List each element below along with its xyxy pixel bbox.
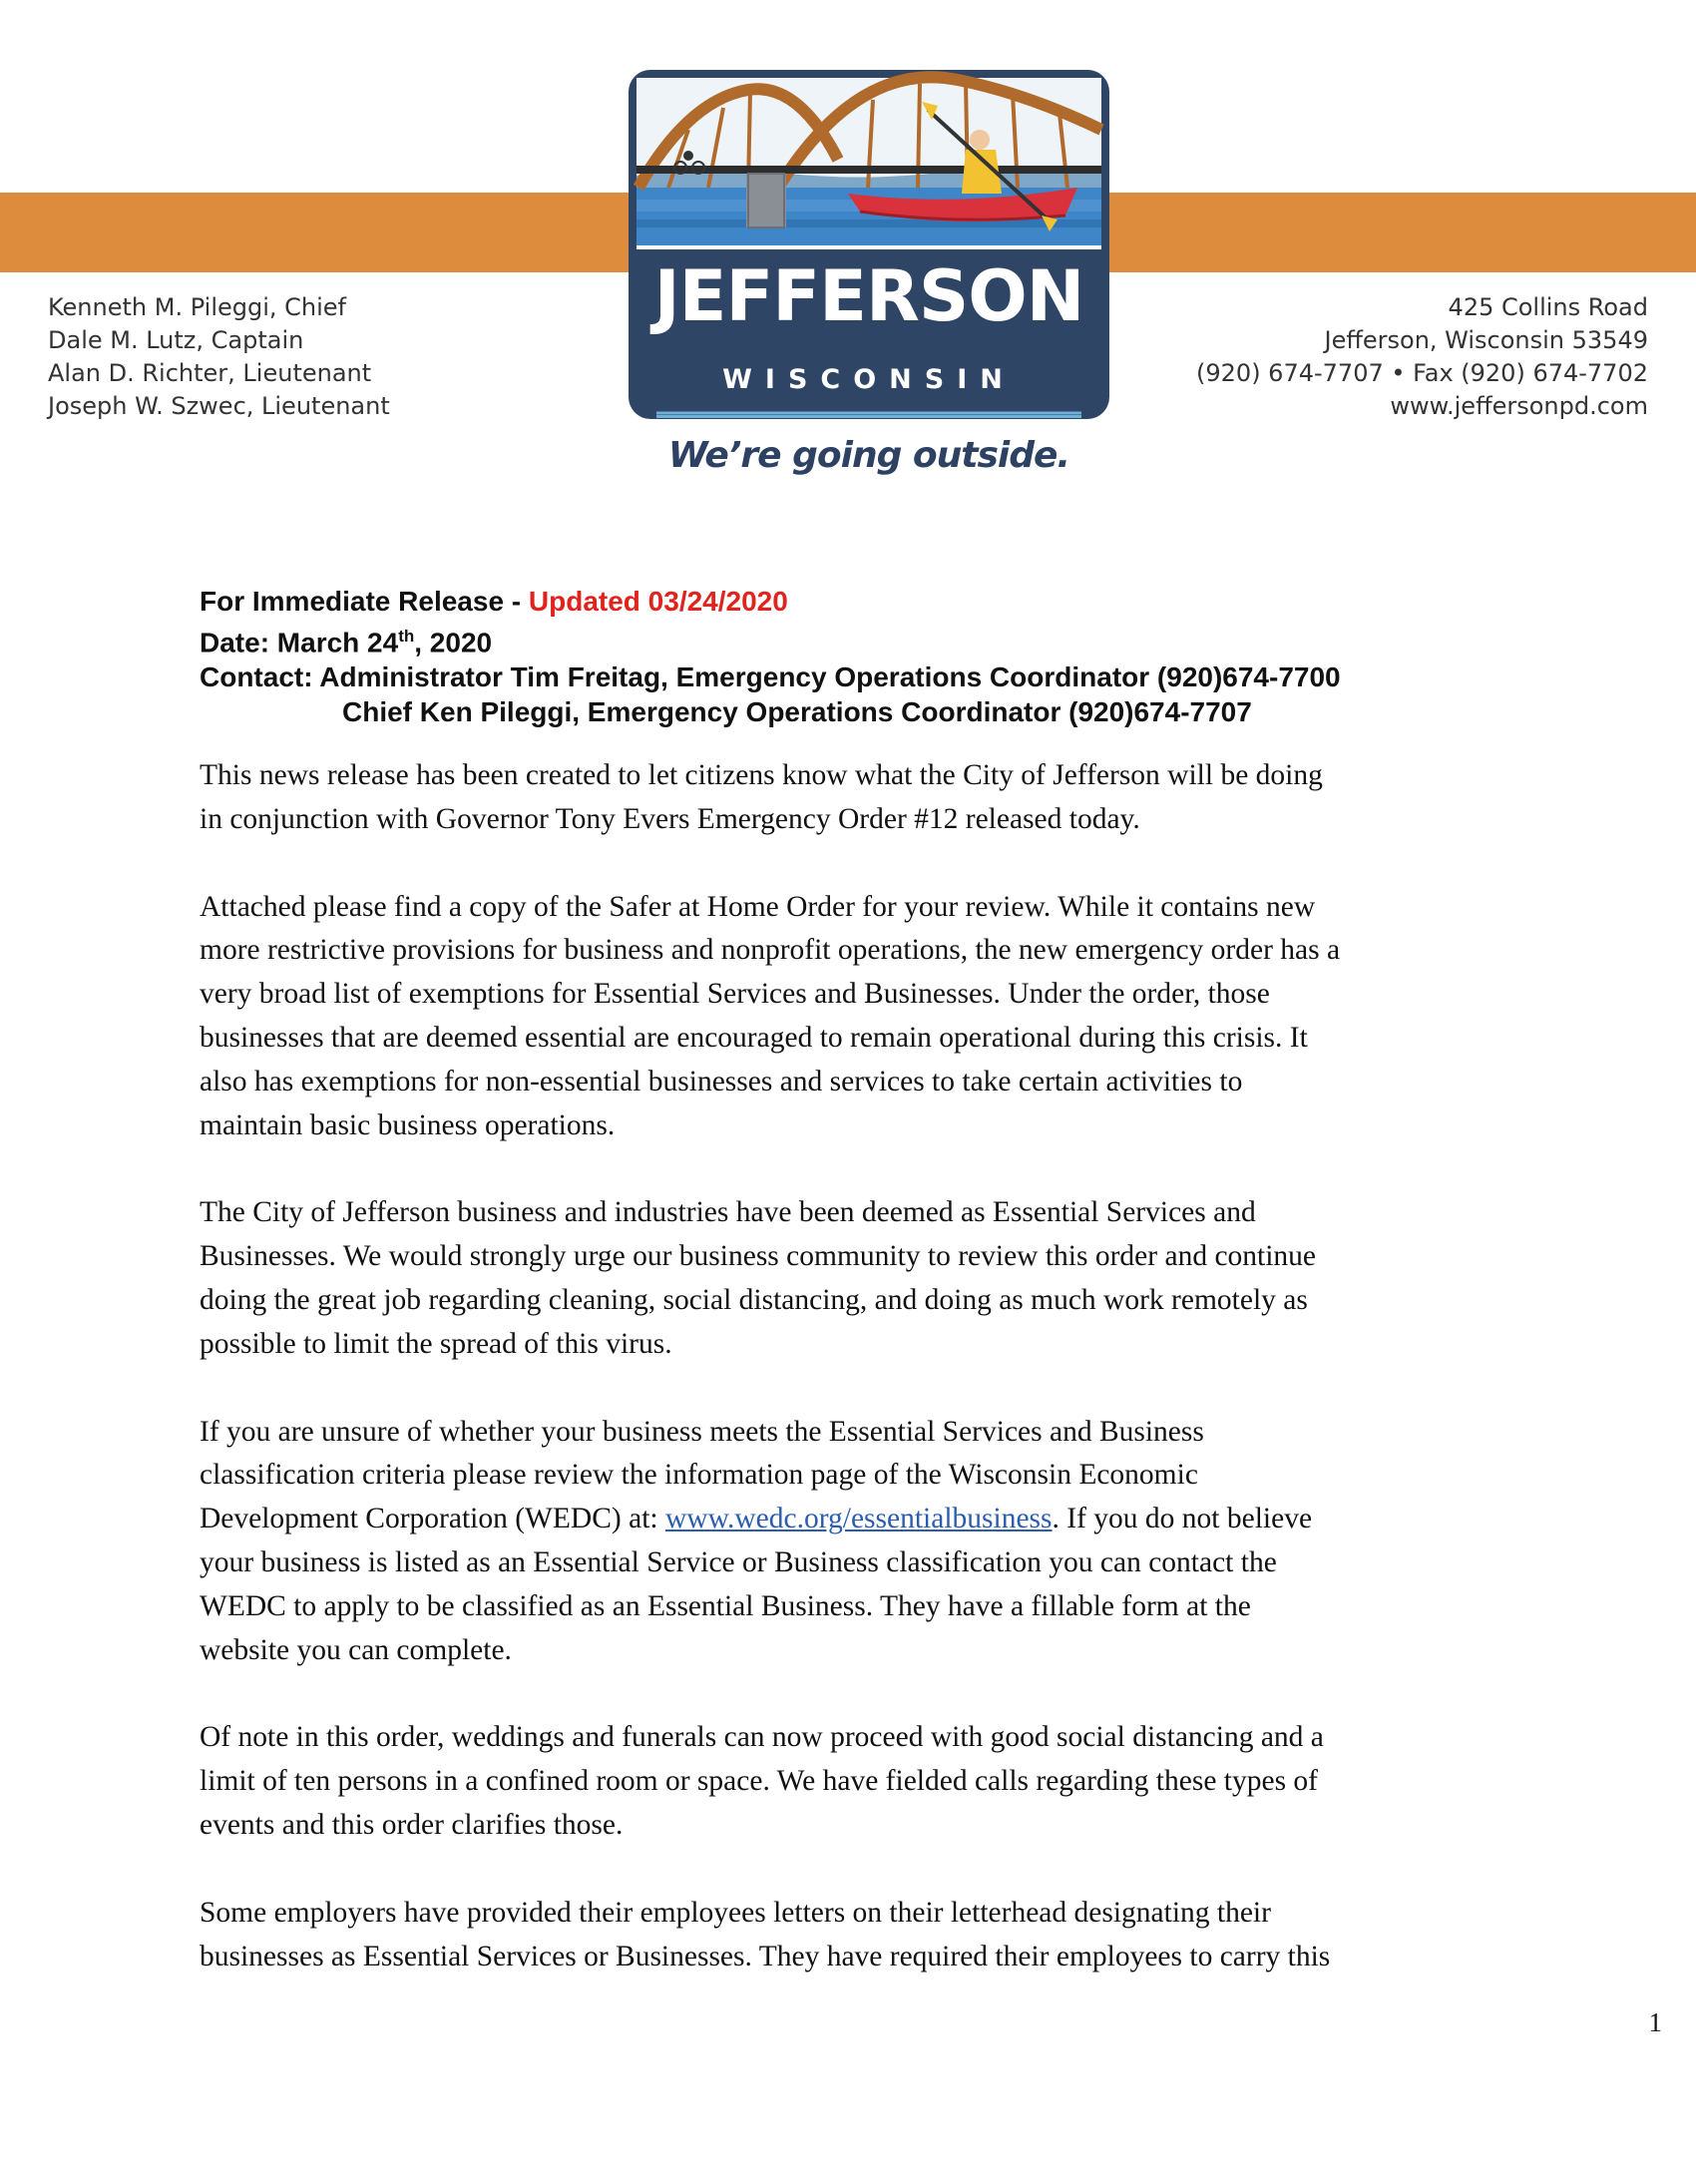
paragraph-employer-letters — [200, 1892, 1496, 1979]
paragraph-safer-at-home — [200, 886, 1496, 1148]
text-line — [200, 1498, 1496, 1541]
address-website: www.jeffersonpd.com — [1390, 392, 1648, 420]
text-line: classification criteria please review the information page of the Wisconsin Economic — [200, 1459, 1198, 1492]
text-line: If you are unsure of whether your business meets the Essential Services and Business — [200, 1415, 1204, 1448]
text-line: The City of Jefferson business and industries have been deemed as Essential Services and — [200, 1196, 1256, 1229]
address-phone: (920) 674-7707 • Fax (920) 674-7702 — [1196, 359, 1648, 387]
paragraph-weddings-funerals — [200, 1716, 1496, 1847]
text-line: This news release has been created to let citizens know what the City of Jefferson will be doing — [200, 759, 1323, 791]
text-segment: . If you do not believe — [1052, 1503, 1313, 1535]
text-line: businesses that are deemed essential are encouraged to remain operational during this crisis. It — [200, 1021, 1308, 1054]
department-address — [1196, 291, 1648, 423]
text-line: in conjunction with Governor Tony Evers Emergency Order #12 released today. — [200, 802, 1140, 835]
text-line: businesses as Essential Services or Businesses. They have required their employees to carry this — [200, 1940, 1331, 1972]
release-contact-2: Chief Ken Pileggi, Emergency Operations Coordinator (920)674-7707 — [342, 696, 1252, 728]
paragraph-wedc — [200, 1411, 1496, 1673]
staff-lieutenant-1: Alan D. Richter, Lieutenant — [48, 359, 372, 387]
paragraph-essential-services — [200, 1191, 1496, 1366]
staff-lieutenant-2: Joseph W. Szwec, Lieutenant — [48, 392, 390, 420]
release-body — [200, 754, 1496, 2022]
release-updated: Updated 03/24/2020 — [528, 586, 788, 617]
page-number: 1 — [1648, 2007, 1662, 2037]
release-date-suffix: th — [398, 627, 415, 646]
text-line: Some employers have provided their employees letters on their letterhead designating their — [200, 1896, 1271, 1929]
staff-chief: Kenneth M. Pileggi, Chief — [48, 293, 347, 321]
release-date — [200, 619, 1341, 659]
staff-captain: Dale M. Lutz, Captain — [48, 326, 304, 354]
text-line: your business is listed as an Essential Service or Business classification you can contact the — [200, 1545, 1277, 1578]
text-line: WEDC to apply to be classified as an Essential Business. They have a fillable form at the — [200, 1589, 1251, 1622]
address-street: 425 Collins Road — [1448, 293, 1648, 321]
logo-city-name: JEFFERSON — [653, 255, 1084, 337]
text-line: events and this order clarifies those. — [200, 1808, 624, 1841]
text-line: more restrictive provisions for business and nonprofit operations, the new emergency order has a — [200, 934, 1341, 967]
text-line: doing the great job regarding cleaning, social distancing, and doing as much work remotely as — [200, 1283, 1308, 1316]
logo-state-name: WISCONSIN — [722, 364, 1016, 395]
paragraph-intro — [200, 754, 1496, 842]
release-label: For Immediate Release - — [200, 586, 529, 617]
text-line: Businesses. We would strongly urge our business community to review this order and continue — [200, 1240, 1317, 1273]
address-city: Jefferson, Wisconsin 53549 — [1324, 326, 1648, 354]
release-date-label: Date: March 24 — [200, 627, 399, 658]
staff-list — [48, 291, 390, 423]
text-line: limit of ten persons in a confined room or space. We have fielded calls regarding these types of — [200, 1765, 1318, 1798]
text-line: also has exemptions for non-essential businesses and services to take certain activities to — [200, 1065, 1243, 1097]
text-line: Attached please find a copy of the Safer at Home Order for your review. While it contains new — [200, 890, 1316, 923]
release-line — [200, 584, 1341, 619]
release-header — [200, 584, 1341, 729]
wedc-link[interactable]: www.wedc.org/essentialbusiness — [664, 1503, 1053, 1535]
text-line: maintain basic business operations. — [200, 1108, 616, 1141]
text-line: very broad list of exemptions for Essential Services and Businesses. Under the order, those — [200, 978, 1270, 1011]
city-logo — [629, 70, 1109, 419]
text-line: Of note in this order, weddings and funerals can now proceed with good social distancing and a — [200, 1721, 1324, 1754]
release-contact-1: Contact: Administrator Tim Freitag, Emergency Operations Coordinator (920)674-7700 — [200, 661, 1341, 693]
city-tagline: We’re going outside. — [667, 435, 1070, 476]
text-segment: Development Corporation (WEDC) at: — [200, 1503, 665, 1535]
release-date-year: , 2020 — [414, 627, 493, 658]
text-line: website you can complete. — [200, 1633, 512, 1666]
text-line: possible to limit the spread of this virus. — [200, 1327, 672, 1360]
